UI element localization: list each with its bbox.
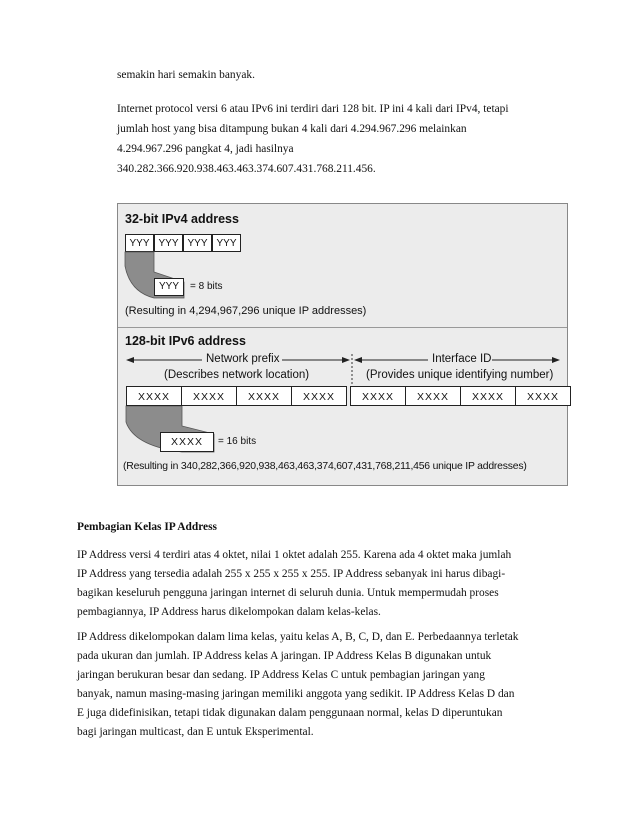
ip-address-figure: [117, 203, 568, 486]
text-line: IP Address dikelompokan dalam lima kelas, yaitu kelas A, B, C, D, dan E. Perbedaannya terletak: [77, 631, 519, 643]
intro-line: semakin hari semakin banyak.: [117, 69, 255, 81]
ipv6-group: XXXX: [460, 386, 516, 406]
text-line: E juga didefinisikan, tetapi tidak digunakan dalam penggunaan normal, kelas D diperuntukan: [77, 707, 503, 719]
ipv6-group: XXXX: [405, 386, 461, 406]
text-line: 4.294.967.296 pangkat 4, jadi hasilnya: [117, 143, 294, 155]
text-line: Internet protocol versi 6 atau IPv6 ini terdiri dari 128 bit. IP ini 4 kali dari IPv4, tetapi: [117, 103, 509, 115]
ipv6-title: 128-bit IPv6 address: [125, 334, 246, 348]
ipv6-group: XXXX: [350, 386, 406, 406]
interface-id-label: Interface ID: [432, 353, 492, 365]
ipv6-group: XXXX: [181, 386, 237, 406]
network-prefix-desc: (Describes network location): [164, 369, 310, 381]
text-line: 340.282.366.920.938.463.463.374.607.431.768.211.456.: [117, 163, 376, 175]
section-divider: [118, 327, 567, 328]
text-line: jumlah host yang bisa ditampung bukan 4 kali dari 4.294.967.296 melainkan: [117, 123, 467, 135]
ipv6-zoom-box: XXXX: [160, 432, 214, 452]
ipv4-result: (Resulting in 4,294,967,296 unique IP addresses): [125, 305, 367, 317]
text-line: bagikan keseluruh pengguna jaringan internet di seluruh dunia. Untuk mempermudah proses: [77, 587, 499, 599]
ipv4-bits-label: = 8 bits: [190, 281, 223, 292]
text-line: bagi jaringan multicast, dan E untuk Eksperimental.: [77, 726, 314, 738]
ipv4-octet: YYY: [183, 234, 212, 252]
ipv6-group: XXXX: [291, 386, 347, 406]
ipv4-zoom-box: YYY: [154, 278, 184, 296]
network-prefix-label: Network prefix: [206, 353, 280, 365]
ipv6-group: XXXX: [126, 386, 182, 406]
text-line: pembagiannya, IP Address harus dikelompokan dalam kelas-kelas.: [77, 606, 381, 618]
text-line: IP Address versi 4 terdiri atas 4 oktet, nilai 1 oktet adalah 255. Karena ada 4 oktet maka jumlah: [77, 549, 512, 561]
section-heading: Pembagian Kelas IP Address: [77, 521, 217, 533]
ipv4-octet: YYY: [154, 234, 183, 252]
ipv4-title: 32-bit IPv4 address: [125, 212, 239, 226]
ipv6-group: XXXX: [236, 386, 292, 406]
text-line: IP Address yang tersedia adalah 255 x 255 x 255 x 255. IP Address sebanyak ini harus dibagi-: [77, 568, 506, 580]
text-line: banyak, namun masing-masing jaringan memiliki anggota yang sedikit. IP Address Kelas D dan: [77, 688, 515, 700]
ipv6-bits-label: = 16 bits: [218, 436, 257, 447]
interface-id-desc: (Provides unique identifying number): [366, 369, 554, 381]
ipv4-octet: YYY: [125, 234, 154, 252]
text-line: pada ukuran dan jumlah. IP Address kelas A jaringan. IP Address Kelas B digunakan untuk: [77, 650, 492, 662]
ipv6-group: XXXX: [515, 386, 571, 406]
text-line: jaringan berukuran besar dan sedang. IP Address Kelas C untuk pembagian jaringan yang: [77, 669, 485, 681]
ipv6-result: (Resulting in 340,282,366,920,938,463,463,374,607,431,768,211,456 unique IP addresses): [123, 461, 527, 472]
ipv4-octet: YYY: [212, 234, 241, 252]
